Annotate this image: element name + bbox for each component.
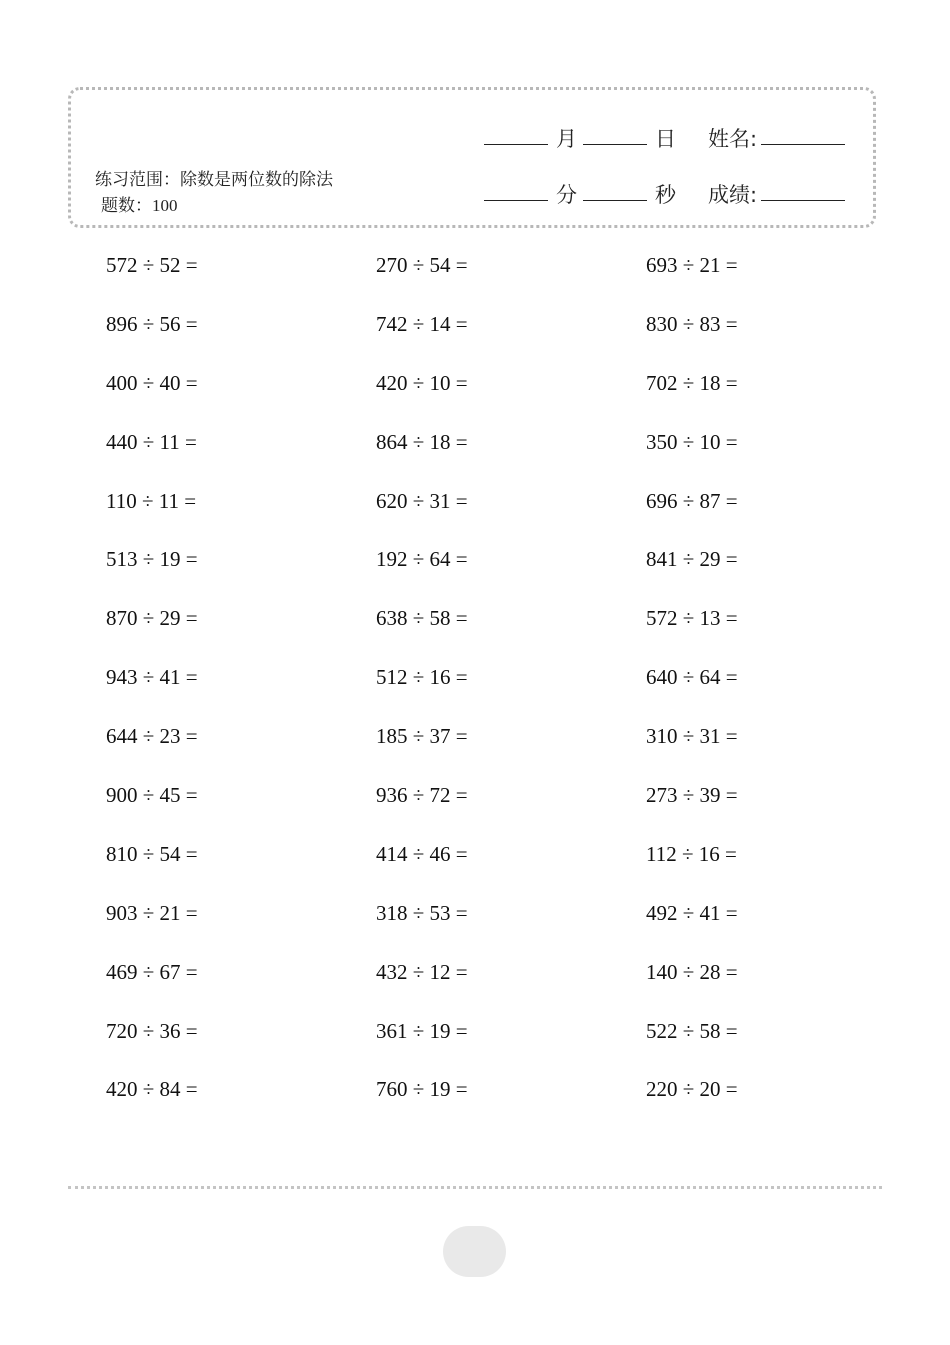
- score-blank[interactable]: [761, 199, 845, 201]
- division-problem: 140 ÷ 28 =: [646, 959, 738, 984]
- division-problem: 492 ÷ 41 =: [646, 900, 738, 925]
- name-label: 姓名:: [708, 127, 758, 151]
- division-problem: 512 ÷ 16 =: [376, 665, 468, 690]
- division-problem: 720 ÷ 36 =: [106, 1018, 198, 1043]
- division-problem: 572 ÷ 52 =: [106, 253, 198, 277]
- division-problem: 760 ÷ 19 =: [376, 1077, 468, 1102]
- division-problem: 432 ÷ 12 =: [376, 959, 468, 984]
- division-problem: 220 ÷ 20 =: [646, 1077, 738, 1102]
- division-problem: 943 ÷ 41 =: [106, 665, 198, 690]
- division-problem: 513 ÷ 19 =: [106, 547, 198, 572]
- division-problem: 185 ÷ 37 =: [376, 724, 468, 749]
- second-label: 秒: [655, 183, 676, 207]
- question-count-label: 题数：: [101, 196, 152, 216]
- division-problem: 572 ÷ 13 =: [646, 606, 738, 631]
- division-problem: 900 ÷ 45 =: [106, 783, 198, 808]
- practice-range: [95, 168, 365, 219]
- division-problem: 112 ÷ 16 =: [646, 841, 737, 866]
- division-problem: 693 ÷ 21 =: [646, 253, 738, 277]
- division-problem: 810 ÷ 54 =: [106, 841, 198, 866]
- division-problem: 350 ÷ 10 =: [646, 429, 738, 454]
- division-problem: 420 ÷ 10 =: [376, 370, 468, 395]
- division-problem: 638 ÷ 58 =: [376, 606, 468, 631]
- division-problem: 696 ÷ 87 =: [646, 488, 738, 513]
- division-problem: 870 ÷ 29 =: [106, 606, 198, 631]
- division-problem: 841 ÷ 29 =: [646, 547, 738, 572]
- day-label: 日: [655, 127, 676, 151]
- footer-divider: [68, 1186, 882, 1189]
- division-problem: 192 ÷ 64 =: [376, 547, 468, 572]
- division-problem: 420 ÷ 84 =: [106, 1077, 198, 1102]
- time-score-row: [484, 168, 864, 208]
- division-problem: 620 ÷ 31 =: [376, 488, 468, 513]
- division-problem: 110 ÷ 11 =: [106, 488, 197, 513]
- division-problem: 414 ÷ 46 =: [376, 841, 468, 866]
- division-problem: 864 ÷ 18 =: [376, 429, 468, 454]
- division-problem: 469 ÷ 67 =: [106, 959, 198, 984]
- day-blank[interactable]: [583, 143, 647, 145]
- division-problem: 936 ÷ 72 =: [376, 783, 468, 808]
- division-problem: 903 ÷ 21 =: [106, 900, 198, 925]
- month-label: 月: [556, 127, 577, 151]
- minute-blank[interactable]: [484, 199, 548, 201]
- page-number-badge: [443, 1226, 506, 1277]
- division-problem: 270 ÷ 54 =: [376, 253, 468, 277]
- question-count-value: 100: [152, 196, 178, 215]
- second-blank[interactable]: [583, 199, 647, 201]
- minute-label: 分: [556, 183, 577, 207]
- info-fields: [484, 112, 864, 224]
- division-problem: 440 ÷ 11 =: [106, 429, 197, 454]
- date-name-row: [484, 112, 864, 152]
- division-problem: 702 ÷ 18 =: [646, 370, 738, 395]
- month-blank[interactable]: [484, 143, 548, 145]
- division-problem: 644 ÷ 23 =: [106, 724, 198, 749]
- division-problem: 742 ÷ 14 =: [376, 311, 468, 336]
- division-problem: 522 ÷ 58 =: [646, 1018, 738, 1043]
- division-problem: 361 ÷ 19 =: [376, 1018, 468, 1043]
- division-problem: 273 ÷ 39 =: [646, 783, 738, 808]
- division-problem: 896 ÷ 56 =: [106, 311, 198, 336]
- division-problem: 400 ÷ 40 =: [106, 370, 198, 395]
- name-blank[interactable]: [761, 143, 845, 145]
- division-problem: 830 ÷ 83 =: [646, 311, 738, 336]
- practice-range-label: 练习范围：除数是两位数的除法: [95, 170, 333, 190]
- division-problem: 318 ÷ 53 =: [376, 900, 468, 925]
- division-problem: 310 ÷ 31 =: [646, 724, 738, 749]
- score-label: 成绩:: [708, 183, 758, 207]
- division-problem: 640 ÷ 64 =: [646, 665, 738, 690]
